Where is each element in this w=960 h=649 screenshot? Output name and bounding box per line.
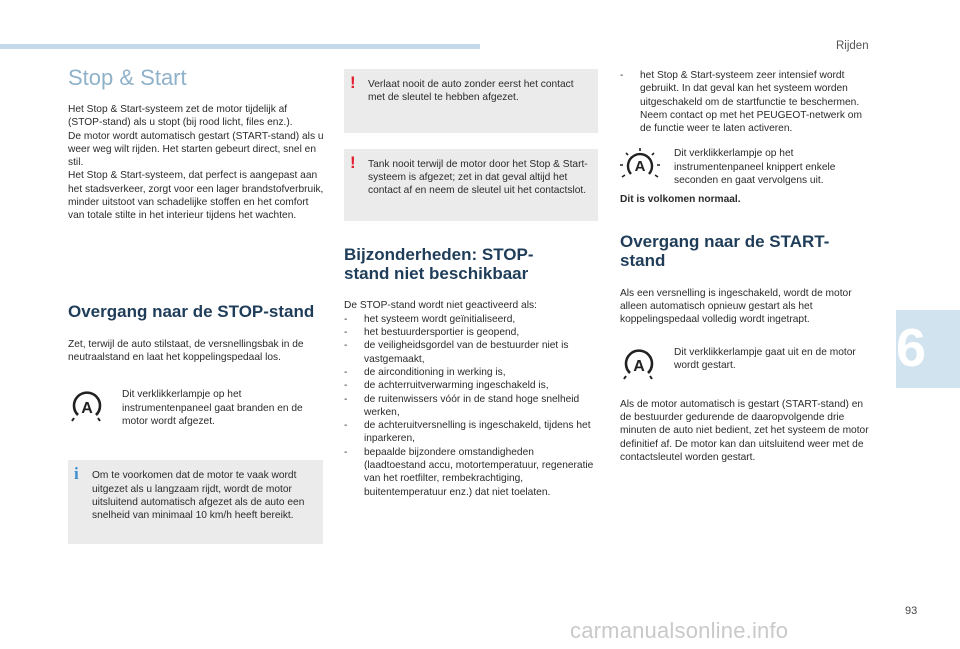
intro-paragraph-1: Het Stop & Start-systeem zet de motor tijdelijk af (STOP-stand) als u stopt (bij rood licht, files enz.). <box>68 104 293 129</box>
list-item: - de veiligheidsgordel van de bestuurder niet is vastgemaakt, <box>344 340 569 365</box>
warning-box-1 <box>344 69 598 133</box>
auto-stop-lamp-icon <box>68 388 114 428</box>
stop-text: Zet, terwijl de auto stilstaat, de versnellingsbak in de neutraalstand en laat het koppelingspedaal los. <box>68 338 304 363</box>
list-item: - de achterruitverwarming ingeschakeld is, <box>344 380 549 392</box>
unavailable-lead: De STOP-stand wordt niet geactiveerd als: <box>344 300 537 312</box>
page-title: Stop & Start <box>68 65 187 90</box>
auto-stop-blinking-lamp-icon <box>620 147 674 187</box>
intro-paragraph-3: Het Stop & Start-systeem, dat perfect is aangepast aan het stadsverkeer, zorgt voor een lager brandstofverbruik, minder uitstoot van schadelijke stoffen en het comfort van totale stilte in het interieur tijdens het wachten. <box>68 170 324 222</box>
info-icon: i <box>74 464 79 484</box>
column-left <box>68 60 324 544</box>
stop-lamp-row <box>68 388 324 428</box>
stop-lamp-text: Dit verklikkerlampje op het instrumentenpaneel gaat branden en de motor wordt afgezet. <box>122 389 303 427</box>
warning-box-2 <box>344 149 598 222</box>
start-text: Als een versnelling is ingeschakeld, wordt de motor alleen automatisch opnieuw gestart als het koppelingspedaal volledig wordt ingetrapt. <box>620 287 852 326</box>
list-item: - het bestuurdersportier is geopend, <box>344 327 520 339</box>
page-number: 93 <box>905 605 918 617</box>
intro-paragraph-2: De motor wordt automatisch gestart (START-stand) als u weer weg wilt rijden. Het starten gebeurt direct, snel en stil. <box>68 130 324 169</box>
svg-text:A: A <box>634 158 646 176</box>
column-right <box>620 69 870 464</box>
warning-icon: ! <box>350 73 356 92</box>
list-item: - het Stop & Start-systeem zeer intensief wordt gebruikt. In dat geval kan het systeem worden uitgeschakeld om de startfunctie te beschermen. Neem contact op met het PEUGEOT-netwerk om de functie weer te laten activeren. <box>620 70 862 135</box>
unavailable-list <box>344 313 598 499</box>
start-heading: Overgang naar de START-stand <box>620 231 830 270</box>
start-lamp-text: Dit verklikkerlampje gaat uit en de motor wordt gestart. <box>674 346 856 371</box>
watermark: carmanualsonline.info <box>570 618 789 643</box>
column-middle <box>344 69 598 499</box>
start-lamp-row <box>620 346 870 386</box>
blink-lamp-text: Dit verklikkerlampje op het instrumentenpaneel knippert enkele seconden en gaat vervolgens uit. <box>674 148 836 187</box>
chapter-tab <box>896 310 960 388</box>
auto-start-lamp-icon <box>620 346 674 386</box>
unavailable-heading: Bijzonderheden: STOP-stand niet beschikbaar <box>344 245 534 284</box>
stop-heading: Overgang naar de STOP-stand <box>68 301 315 321</box>
warning-text-1: Verlaat nooit de auto zonder eerst het contact met de sleutel te hebben afgezet. <box>368 79 574 104</box>
svg-text:A: A <box>633 357 645 375</box>
normal-note: Dit is volkomen normaal. <box>620 194 741 206</box>
final-text: Als de motor automatisch is gestart (START-stand) en de bestuurder gedurende de daaropvolgende drie minuten de auto niet bedient, zet het systeem de motor definitief af. De motor kan dan uitsluitend weer met de contactsleutel worden gestart. <box>620 398 869 463</box>
list-item: - de airconditioning in werking is, <box>344 366 506 378</box>
svg-text:A: A <box>81 400 93 418</box>
blink-lamp-row <box>620 147 870 187</box>
list-item: - bepaalde bijzondere omstandigheden (laadtoestand accu, motortemperatuur, regeneratie van het roetfilter, rembekrachtiging, buitentemperatuur enz.) dat niet toelaten. <box>344 446 594 498</box>
section-label: Rijden <box>836 40 869 52</box>
header-accent-bar <box>0 44 480 49</box>
list-item: - de ruitenwissers vóór in de stand hoge snelheid werken, <box>344 393 580 418</box>
warning-text-2: Tank nooit terwijl de motor door het Stop & Start-systeem is afgezet; zet in dat geval altijd het contact af en neem de sleutel uit het contactslot. <box>368 158 588 197</box>
warning-icon: ! <box>350 152 356 172</box>
info-box <box>68 460 323 544</box>
list-item: - de achteruitversnelling is ingeschakeld, tijdens het inparkeren, <box>344 420 591 445</box>
list-item: - het systeem wordt geïnitialiseerd, <box>344 313 516 325</box>
continued-list <box>620 69 870 135</box>
chapter-number: 6 <box>896 318 927 378</box>
info-text: Om te voorkomen dat de motor te vaak wordt uitgezet als u langzaam rijdt, wordt de motor uitsluitend automatisch afgezet als de auto een snelheid van minimaal 10 km/h heeft bereikt. <box>92 470 305 522</box>
